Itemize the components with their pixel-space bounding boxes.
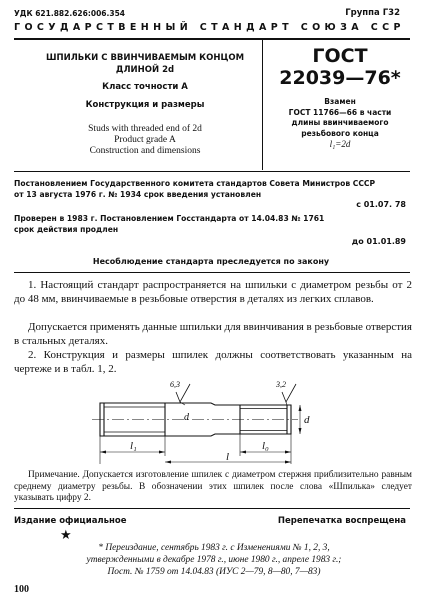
udk-code: УДК 621.882.626:006.354 [14, 9, 126, 18]
gost-block [270, 46, 410, 150]
reprint-prohibited: Перепечатка воспрещена [277, 516, 406, 526]
title-block [40, 52, 250, 111]
warning-text: Несоблюдение стандарта преследуется по закону [92, 257, 330, 266]
arrow-l-left [165, 461, 171, 464]
title-divider [262, 40, 263, 170]
paragraph-2: Допускается применять данные шпильки для ввинчивания в резьбовые отверстия в стальных деталях. [14, 321, 412, 347]
arrow-d-bottom [299, 428, 302, 434]
title-class: Класс точности А [102, 82, 188, 92]
arrow-l1-left [100, 451, 106, 454]
gost-replaces-4: резьбового конца [301, 128, 379, 138]
arrow-d-top [299, 405, 302, 411]
title-en-line3: Construction and dimensions [89, 146, 201, 156]
reissue-note [14, 542, 414, 578]
gost-replaces-1: Взамен [324, 97, 356, 106]
note-rule [14, 508, 410, 509]
title-ru-line1: ШПИЛЬКИ С ВВИНЧИВАЕМЫМ КОНЦОМ [45, 53, 245, 63]
arrow-l0-left [240, 451, 246, 454]
paragraph-1: 1. Настоящий стандарт распространяется на шпильки с диаметром резьбы от 2 до 48 мм, ввинчиваемые в резьбовые отверстия в деталях из легких сплавов. [14, 279, 412, 305]
reissue-line3: Пост. № 1759 от 14.04.83 (ИУС 2—79, 8—80, 7—83) [107, 567, 321, 577]
decree-line3: Проверен в 1983 г. Постановлением Госстандарта от 14.04.83 № 1761 [14, 214, 325, 223]
header-rule [14, 38, 410, 40]
gost-replaces-2: ГОСТ 11766—66 в части [288, 107, 392, 117]
drawing-note: Примечание. Допускается изготовление шпилек с диаметром стержня приблизительно равным среднему диаметру резьбы. В обозначении этих шпилек после слова «Шпилька» следует указывать цифру 2. [14, 470, 412, 503]
roughness-left-label: 6,3 [170, 380, 180, 389]
title-rule [14, 171, 410, 172]
decree-line2: от 13 августа 1976 г. № 1934 срок введения установлен [14, 190, 262, 199]
reissue-line2: утвержденными в декабре 1978 г., июне 1980 г., апреле 1983 г.; [86, 555, 342, 565]
label-d-left: d [184, 412, 189, 423]
arrow-l1-right [159, 451, 165, 454]
roughness-right-label: 3,2 [276, 380, 286, 389]
title-english [40, 124, 250, 157]
decree-block [14, 178, 414, 200]
label-l0: l₀ [262, 440, 269, 452]
paragraph-3: 2. Конструкция и размеры шпилек должны соответствовать указанным на чертеже и в табл. 1, 2. [14, 349, 412, 375]
official-edition: Издание официальное [14, 516, 127, 526]
title-subtitle: Конструкция и размеры [85, 100, 205, 110]
arrow-l-right [285, 461, 291, 464]
decree-date2: до 01.01.89 [351, 237, 406, 246]
label-d-right: d [304, 414, 310, 426]
star-icon: ★ [60, 528, 72, 543]
decree-date1: с 01.07. 78 [356, 200, 406, 209]
page-number: 100 [14, 584, 29, 595]
standard-banner: ГОСУДАРСТВЕННЫЙ СТАНДАРТ СОЮЗА ССР [14, 22, 405, 33]
title-en-line2: Product grade A [114, 135, 176, 145]
gost-label: ГОСТ [312, 45, 368, 67]
title-en-line1: Studs with threaded end of 2d [88, 124, 202, 134]
check-block [14, 213, 414, 235]
label-l: l [226, 451, 230, 463]
reissue-line1: * Переиздание, сентябрь 1983 г. с Изменениями № 1, 2, 3, [98, 543, 330, 553]
decree-line1: Постановлением Государственного комитета стандартов Совета Министров СССР [14, 179, 376, 188]
gost-replaces-3: длины ввинчиваемого [291, 118, 389, 127]
group-code: Группа Г32 [345, 8, 400, 18]
stud-drawing [0, 370, 422, 468]
decree-rule [14, 272, 410, 273]
label-l1: l₁ [130, 440, 137, 452]
arrow-l0-right [285, 451, 291, 454]
title-ru-line2: ДЛИНОЙ 2d [115, 65, 175, 75]
gost-replaces-5: l₁=2d [329, 139, 351, 149]
decree-line4: срок действия продлен [14, 225, 119, 234]
gost-number: 22039—76* [279, 67, 401, 89]
